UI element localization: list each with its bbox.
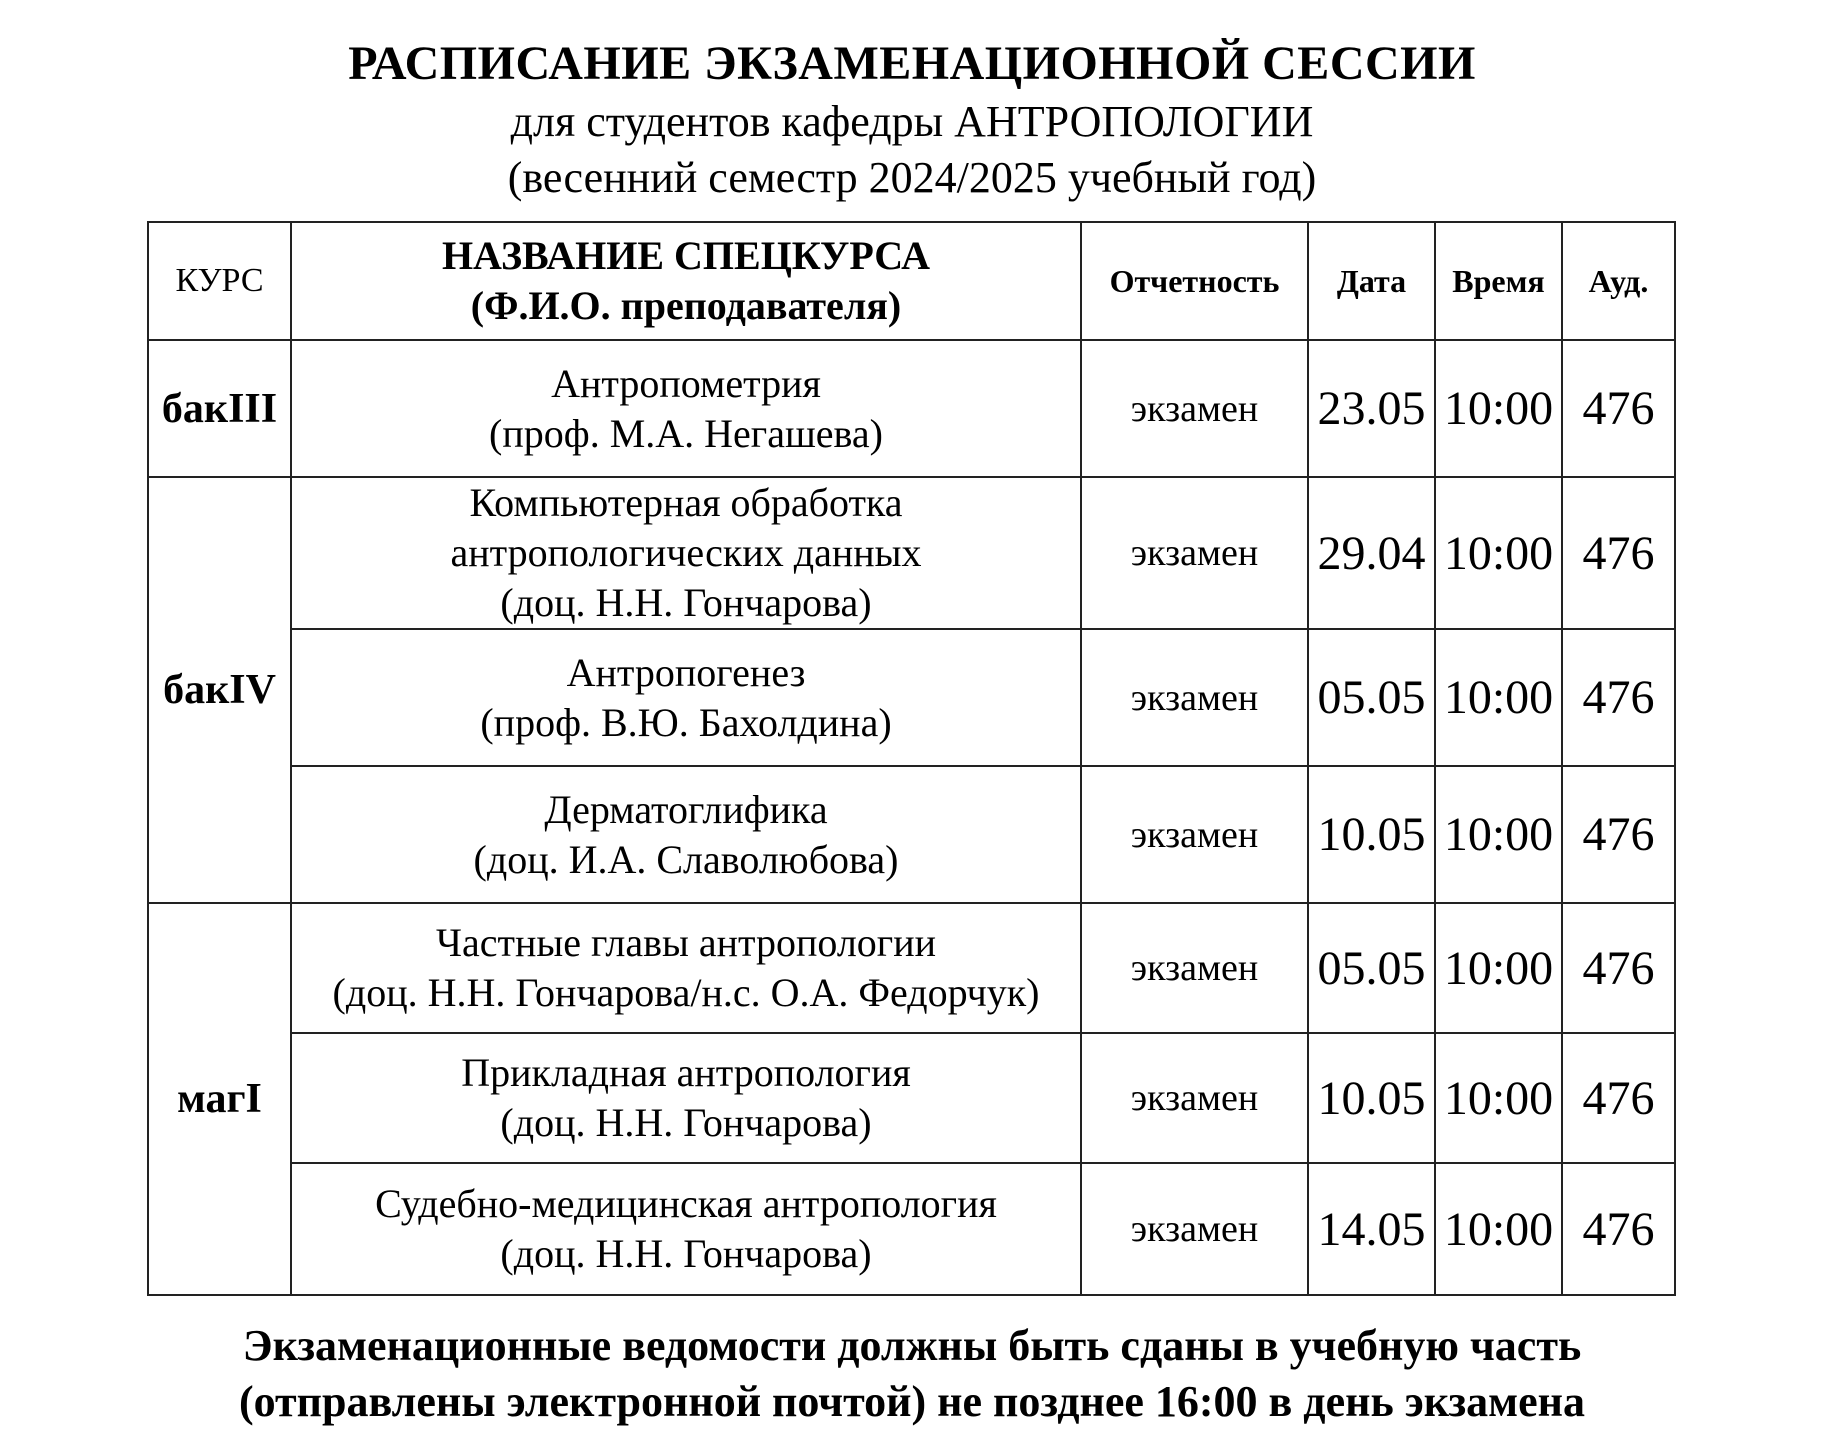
date-cell: 29.04 [1308, 477, 1435, 629]
course-name-line: Компьютерная обработка [469, 480, 903, 525]
course-name-cell [291, 477, 1081, 629]
teacher-line: (доц. Н.Н. Гончарова/н.с. О.А. Федорчук) [332, 970, 1040, 1015]
table-row [148, 903, 1675, 1033]
date-cell: 05.05 [1308, 903, 1435, 1033]
footer-note [0, 1318, 1824, 1430]
column-header-name-line: (Ф.И.О. преподавателя) [470, 283, 902, 328]
teacher-line: (проф. В.Ю. Бахолдина) [480, 699, 892, 745]
course-name-line: Судебно-медицинская антропология [375, 1181, 997, 1226]
table-row [148, 1033, 1675, 1163]
date-cell: 14.05 [1308, 1163, 1435, 1295]
time-cell: 10:00 [1435, 477, 1562, 629]
course-name-cell [291, 1033, 1081, 1163]
time-cell: 10:00 [1435, 1033, 1562, 1163]
course-name-cell [291, 903, 1081, 1033]
course-cell: магI [148, 903, 291, 1295]
course-cell: бакIV [148, 477, 291, 903]
room-cell: 476 [1562, 340, 1675, 477]
table-row [148, 340, 1675, 477]
time-cell: 10:00 [1435, 340, 1562, 477]
course-name-line: Антропометрия [551, 360, 821, 406]
column-header-room: Ауд. [1562, 222, 1675, 340]
room-cell: 476 [1562, 477, 1675, 629]
table-row [148, 477, 1675, 629]
teacher-line: (доц. И.А. Славолюбова) [473, 836, 899, 882]
time-cell: 10:00 [1435, 1163, 1562, 1295]
column-header-report: Отчетность [1081, 222, 1308, 340]
report-cell: экзамен [1081, 629, 1308, 766]
table-row [148, 629, 1675, 766]
subtitle-department: для студентов кафедры АНТРОПОЛОГИИ [510, 97, 1314, 146]
report-cell: экзамен [1081, 340, 1308, 477]
course-name-line: Прикладная антропология [461, 1050, 911, 1095]
report-cell: экзамен [1081, 766, 1308, 903]
exam-schedule-table [147, 221, 1676, 1296]
table-row [148, 766, 1675, 903]
page-title: РАСПИСАНИЕ ЭКЗАМЕНАЦИОННОЙ СЕССИИ [348, 37, 1476, 90]
report-cell: экзамен [1081, 1163, 1308, 1295]
footer-note-line: Экзаменационные ведомости должны быть сданы в учебную часть [242, 1321, 1582, 1370]
course-name-cell [291, 766, 1081, 903]
time-cell: 10:00 [1435, 766, 1562, 903]
teacher-line: (доц. Н.Н. Гончарова) [500, 580, 872, 625]
column-header-name [291, 222, 1081, 340]
teacher-line: (проф. М.А. Негашева) [489, 410, 883, 456]
room-cell: 476 [1562, 1163, 1675, 1295]
column-header-name-line: НАЗВАНИЕ СПЕЦКУРСА [441, 233, 931, 278]
time-cell: 10:00 [1435, 629, 1562, 766]
course-name-line: Антропогенез [566, 649, 806, 695]
course-name-line: антропологических данных [450, 530, 922, 575]
date-cell: 10.05 [1308, 766, 1435, 903]
date-cell: 10.05 [1308, 1033, 1435, 1163]
course-name-cell [291, 340, 1081, 477]
subtitle-semester: (весенний семестр 2024/2025 учебный год) [507, 153, 1317, 202]
date-cell: 05.05 [1308, 629, 1435, 766]
column-header-date: Дата [1308, 222, 1435, 340]
course-name-line: Частные главы антропологии [435, 920, 937, 965]
teacher-line: (доц. Н.Н. Гончарова) [500, 1100, 872, 1145]
room-cell: 476 [1562, 629, 1675, 766]
table-row [148, 1163, 1675, 1295]
course-cell: бакIII [148, 340, 291, 477]
footer-note-line: (отправлены электронной почтой) не позднее 16:00 в день экзамена [238, 1377, 1586, 1426]
table-header-row [148, 222, 1675, 340]
date-cell: 23.05 [1308, 340, 1435, 477]
report-cell: экзамен [1081, 1033, 1308, 1163]
column-header-course: КУРС [148, 222, 291, 340]
room-cell: 476 [1562, 1033, 1675, 1163]
room-cell: 476 [1562, 903, 1675, 1033]
course-name-line: Дерматоглифика [544, 786, 828, 832]
course-name-cell [291, 629, 1081, 766]
time-cell: 10:00 [1435, 903, 1562, 1033]
report-cell: экзамен [1081, 477, 1308, 629]
room-cell: 476 [1562, 766, 1675, 903]
report-cell: экзамен [1081, 903, 1308, 1033]
document-header [0, 34, 1824, 206]
column-header-time: Время [1435, 222, 1562, 340]
teacher-line: (доц. Н.Н. Гончарова) [500, 1231, 872, 1276]
course-name-cell [291, 1163, 1081, 1295]
